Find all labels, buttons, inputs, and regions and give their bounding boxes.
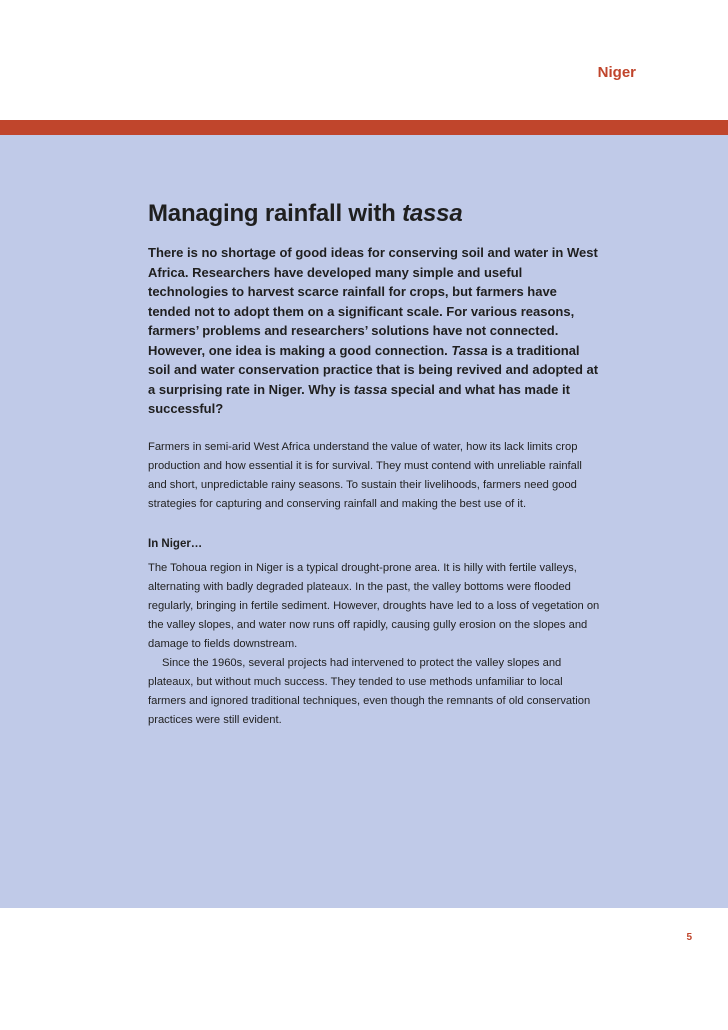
intro-paragraph: Farmers in semi-arid West Africa understand the value of water, how its lack limits crop production and how essential it is for survival. They must contend with unreliable rainfall and short, unpredictable rainy seasons. To sustain their livelihoods, farmers need good strategies for capturing and conserving rainfall and making the best use of it. [148, 440, 582, 510]
lead-italic-2: tassa [353, 381, 388, 397]
lead-italic-1: Tassa [451, 342, 488, 358]
article [148, 199, 600, 730]
lead-part-2: is a traditional soil and water conservation practice that is being revived and adopted at a surprising rate in Niger. Why is [148, 342, 599, 397]
section-paragraph-2: Since the 1960s, several projects had intervened to protect the valley slopes and plateaux, but without much success. They tended to use methods unfamiliar to local farmers and ignored traditional techniques, even though the remnants of old conservation practices were still evident. [148, 656, 591, 726]
accent-stripe [0, 120, 728, 135]
article-title [148, 199, 600, 229]
country-label: Niger [597, 64, 636, 81]
lead-part-1: There is no shortage of good ideas for conserving soil and water in West Africa. Researchers have developed many simple and useful technologies to harvest scarce rainfall for crops, but farmers have tended not to adopt them on a significant scale. For various reasons, farmers’ problems and researchers’ solutions have not connected. However, one idea is making a good connection. [148, 245, 598, 358]
lead-paragraph [148, 243, 600, 419]
lead-part-3: special and what has made it successful? [148, 381, 570, 416]
title-main: Managing rainfall with [148, 200, 403, 227]
section-heading: In Niger… [148, 537, 203, 550]
page-number: 5 [686, 932, 692, 943]
section-paragraph-1: The Tohoua region in Niger is a typical drought-prone area. It is hilly with fertile valleys, alternating with badly degraded plateaux. In the past, the valley bottoms were flooded regularly, bringing in fertile sediment. However, droughts have led to a loss of vegetation on the valley slopes, and water now runs off rapidly, causing gully erosion on the slopes and damage to fields downstream. [148, 561, 600, 650]
title-italic: tassa [402, 200, 463, 227]
